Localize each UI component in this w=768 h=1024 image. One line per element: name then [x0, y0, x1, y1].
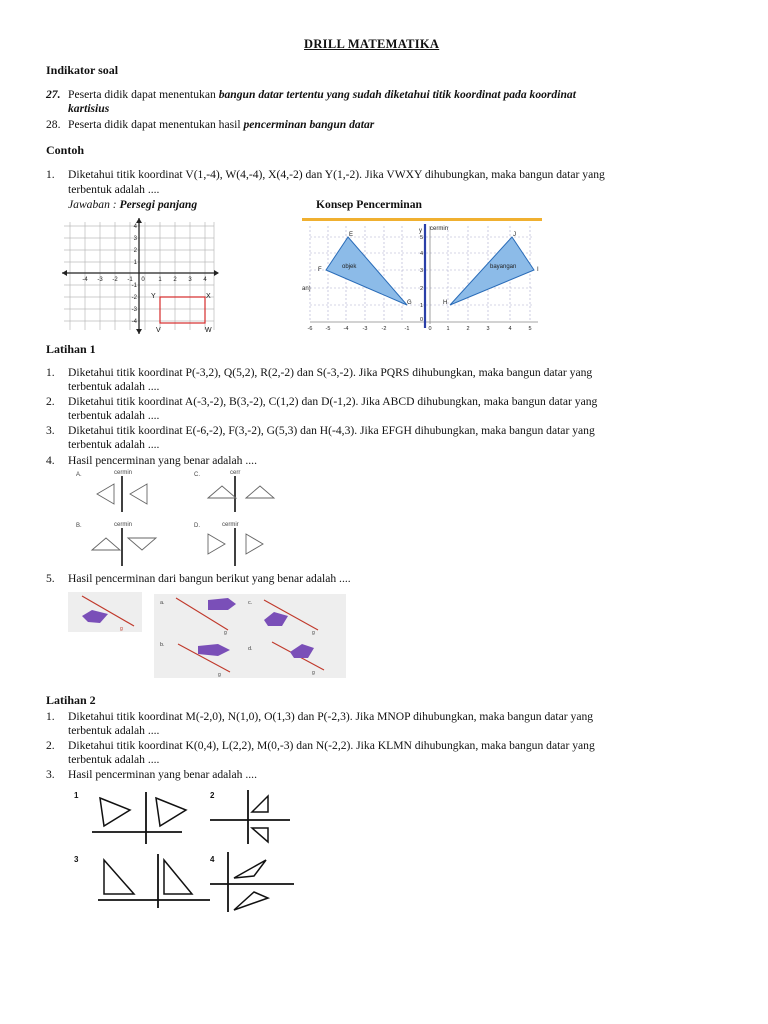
option-b-left-triangle [92, 538, 120, 550]
mirror-label: cermin [430, 226, 449, 232]
question-text: Diketahui titik koordinat E(-6,-2), F(3,-2), G(5,3) dan H(-4,3). Jika EFGH dihubungkan, maka bangun datar yang [68, 424, 595, 437]
x-tick: 5 [528, 326, 532, 332]
question-number: 4. [46, 454, 55, 467]
latihan1-question-cont: terbentuk adalah .... [68, 380, 160, 393]
x-tick: 0 [428, 326, 432, 332]
indikator-bold-text: bangun datar tertentu yang sudah diketahui titik koordinat pada koordinat [218, 88, 576, 101]
x-tick: 1 [446, 326, 450, 332]
question-text: Hasil pencerminan yang benar adalah .... [68, 768, 257, 781]
question-number: 1. [46, 366, 55, 379]
option-3-left-triangle [104, 860, 134, 894]
latihan2-question [46, 739, 595, 753]
y-tick: 0 [419, 317, 423, 323]
question-number: 1. [46, 168, 55, 181]
latihan1-question [46, 366, 592, 380]
mirror-concept-diagram [302, 218, 542, 334]
vertex-label: V [156, 327, 161, 334]
option-number: 3 [74, 855, 79, 864]
point-label: H [443, 300, 448, 306]
y-tick: 1 [419, 303, 423, 309]
point-label: J [513, 232, 516, 238]
y-tick: 4 [419, 251, 423, 257]
latihan1-question [46, 424, 595, 438]
option-a-right-triangle [130, 484, 147, 504]
grid-y-tick: 3 [133, 236, 137, 242]
option-letter: B. [76, 523, 82, 529]
question-number: 3. [46, 768, 55, 781]
x-tick: -3 [362, 326, 368, 332]
option-letter: C. [194, 472, 200, 478]
contoh-answer [68, 198, 197, 212]
latihan2-heading: Latihan 2 [46, 693, 96, 707]
grid-x-tick: 3 [188, 277, 192, 283]
contoh-question-cont: terbentuk adalah .... [68, 183, 160, 196]
axis-label: g [120, 626, 123, 632]
grid-x-tick: -1 [127, 277, 133, 283]
option-letter: c. [248, 600, 253, 606]
indikator-item-27-cont: kartisius [68, 102, 110, 115]
x-tick: -4 [343, 326, 349, 332]
answer-value: Persegi panjang [119, 198, 198, 211]
rectangle-vwxy [160, 297, 205, 323]
option-number: 1 [74, 791, 79, 800]
indikator-heading: Indikator soal [46, 63, 119, 77]
x-tick: -2 [381, 326, 387, 332]
latihan2-question [46, 710, 593, 724]
axis-label: g [312, 630, 315, 636]
option-3-right-triangle [164, 860, 192, 894]
x-tick: 4 [508, 326, 512, 332]
contoh-question [46, 168, 605, 182]
question-text: Diketahui titik koordinat P(-3,2), Q(5,2), R(2,-2) dan S(-3,-2). Jika PQRS dihubungkan, maka bangun datar yang [68, 366, 593, 379]
latihan2-question [46, 768, 257, 782]
option-1-right-triangle [156, 798, 186, 826]
option-letter: A. [76, 472, 82, 478]
vertex-label: W [205, 327, 212, 334]
q5-options-panel [154, 594, 346, 678]
point-label: E [349, 232, 354, 238]
axis-fragment-label: an) [302, 286, 311, 292]
option-letter: b. [160, 642, 165, 648]
y-tick: 2 [419, 286, 423, 292]
grid-x-tick: 2 [173, 277, 177, 283]
option-letter: d. [248, 646, 253, 652]
x-tick: -6 [307, 326, 313, 332]
indikator-bold-text: pencerminan bangun datar [243, 118, 375, 131]
indikator-text: Peserta didik dapat menentukan hasil [68, 118, 244, 131]
option-letter: a. [160, 600, 165, 606]
option-2-bottom-triangle [252, 828, 268, 842]
question-text: Diketahui titik koordinat K(0,4), L(2,2), M(0,-3) dan N(-2,2). Jika KLMN dihubungkan, maka bangun datar yang [68, 739, 595, 752]
option-c-left-triangle [208, 486, 236, 498]
latihan2-question-cont: terbentuk adalah .... [68, 753, 160, 766]
question-number: 2. [46, 395, 55, 408]
vertex-label: Y [151, 293, 156, 300]
point-label: F [318, 267, 322, 273]
question-text: Hasil pencerminan dari bangun berikut yang benar adalah .... [68, 572, 351, 585]
y-tick: 3 [419, 268, 423, 274]
mirror-label: cermin [114, 522, 133, 528]
indikator-text: Peserta didik dapat menentukan [68, 88, 219, 101]
latihan2-question-cont: terbentuk adalah .... [68, 724, 160, 737]
konsep-pencerminan-label: Konsep Pencerminan [316, 198, 422, 211]
latihan1-question-cont: terbentuk adalah .... [68, 438, 160, 451]
option-2-top-triangle [252, 796, 268, 812]
question-text: Diketahui titik koordinat V(1,-4), W(4,-4), X(4,-2) dan Y(1,-2). Jika VWXY dihubungkan, maka bangun datar yang [68, 168, 605, 181]
option-a-left-triangle [97, 484, 114, 504]
latihan1-question [46, 572, 351, 586]
question-text: Hasil pencerminan yang benar adalah .... [68, 454, 257, 467]
y-axis-label: y [419, 228, 422, 234]
question-text: Diketahui titik koordinat A(-3,-2), B(3,-2), C(1,2) dan D(-1,2). Jika ABCD dihubungkan, maka bangun datar yang [68, 395, 598, 408]
mirror-label: cermir [222, 522, 239, 528]
option-d-left-triangle [208, 534, 225, 554]
option-d-right-triangle [246, 534, 263, 554]
grid-y-tick: 2 [133, 248, 137, 254]
grid-y-tick: -1 [131, 283, 137, 289]
question-number: 5. [46, 572, 55, 585]
image-label: bayangan [490, 264, 517, 270]
latihan1-question-cont: terbentuk adalah .... [68, 409, 160, 422]
q5-options-figure [68, 590, 350, 678]
axis-label: g [224, 630, 227, 636]
point-label: I [537, 267, 539, 273]
grid-y-tick: 4 [133, 224, 137, 230]
x-tick: -5 [325, 326, 331, 332]
indikator-number: 27. [46, 88, 61, 101]
latihan1-question [46, 395, 597, 409]
indikator-number: 28. [46, 118, 61, 131]
question-number: 1. [46, 710, 55, 723]
grid-x-tick: -2 [112, 277, 118, 283]
grid-x-tick: 1 [158, 277, 162, 283]
object-label: objek [342, 264, 357, 270]
latihan2-q3-figure [70, 786, 300, 916]
grid-x-tick: 0 [141, 277, 145, 283]
option-4-top-triangle [234, 860, 266, 878]
grid-y-tick: -3 [131, 307, 137, 313]
indikator-item-28 [46, 118, 374, 132]
answer-label: Jawaban : [68, 198, 120, 211]
coordinate-grid-diagram [62, 218, 220, 334]
axis-label: g [312, 670, 315, 676]
option-number: 2 [210, 791, 215, 800]
option-b-right-triangle [128, 538, 156, 550]
option-number: 4 [210, 855, 215, 864]
mirror-label: cermin [114, 470, 133, 476]
option-letter: D. [194, 523, 200, 529]
contoh-heading: Contoh [46, 143, 85, 157]
grid-x-tick: 4 [203, 277, 207, 283]
axis-label: g [218, 672, 221, 678]
grid-x-tick: -4 [82, 277, 88, 283]
document-title: DRILL MATEMATIKA [304, 37, 440, 51]
q5-original-panel [68, 592, 142, 632]
grid-y-tick: -2 [131, 295, 137, 301]
vertex-label: X [206, 293, 211, 300]
option-4-bottom-triangle [234, 892, 268, 910]
option-1-left-triangle [100, 798, 130, 826]
y-tick: 5 [419, 235, 423, 241]
mirror-label: cerr [230, 470, 241, 476]
point-label: G [407, 300, 412, 306]
q4-options-figure [70, 468, 290, 568]
grid-y-tick: 1 [133, 260, 137, 266]
option-c-right-triangle [246, 486, 274, 498]
x-tick: -1 [404, 326, 410, 332]
latihan1-question [46, 454, 257, 468]
latihan1-heading: Latihan 1 [46, 342, 96, 356]
question-number: 2. [46, 739, 55, 752]
question-text: Diketahui titik koordinat M(-2,0), N(1,0), O(1,3) dan P(-2,3). Jika MNOP dihubungkan, maka bangun datar yang [68, 710, 594, 723]
x-tick: 3 [486, 326, 490, 332]
question-number: 3. [46, 424, 55, 437]
x-tick: 2 [466, 326, 470, 332]
grid-y-tick: -4 [131, 319, 137, 325]
grid-x-tick: -3 [97, 277, 103, 283]
grid-y-tick-labels [132, 224, 138, 325]
indikator-item-27 [46, 88, 576, 102]
